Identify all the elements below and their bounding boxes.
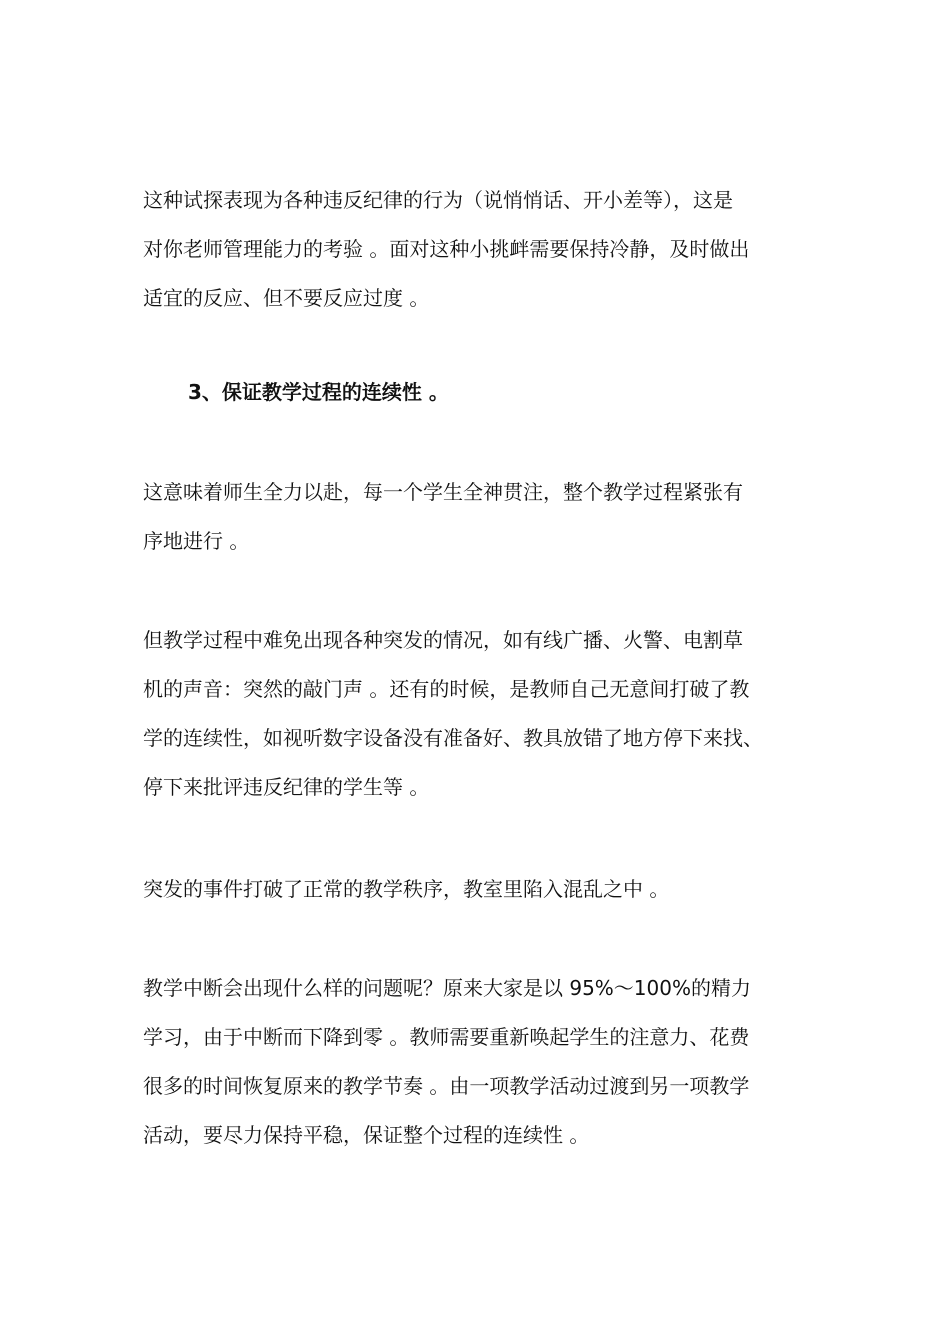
paragraph-chaos [143,865,808,914]
text-line: 学的连续性，如视听数字设备没有准备好、教具放错了地方停下来找、 [143,726,763,750]
text-line: 很多的时间恢复原来的教学节奏 。由一项教学活动过渡到另一项教学 [143,1074,750,1098]
text-line: 机的声音：突然的敲门声 。还有的时候，是教师自己无意间打破了教 [143,677,750,701]
section-heading: 3、保证教学过程的连续性 。 [188,380,449,404]
text-line: 教学中断会出现什么样的问题呢？原来大家是以 95%～100%的精力 [143,976,751,1000]
text-line: 学习，由于中断而下降到零 。教师需要重新唤起学生的注意力、花费 [143,1025,750,1049]
paragraph-interruptions [143,616,808,812]
paragraph-consequences [143,964,808,1160]
text-line: 停下来批评违反纪律的学生等 。 [143,775,430,799]
text-line: 适宜的反应、但不要反应过度 。 [143,286,430,310]
text-line: 这意味着师生全力以赴，每一个学生全神贯注，整个教学过程紧张有 [143,480,743,504]
text-line: 这种试探表现为各种违反纪律的行为（说悄悄话、开小差等），这是 [143,188,733,212]
paragraph-full-effort [143,468,808,566]
text-line: 对你老师管理能力的考验 。面对这种小挑衅需要保持冷静，及时做出 [143,237,750,261]
text-line: 突发的事件打破了正常的教学秩序，教室里陷入混乱之中 。 [143,877,670,901]
paragraph-probing-behavior [143,176,808,323]
text-line: 序地进行 。 [143,529,250,553]
text-line: 活动，要尽力保持平稳，保证整个过程的连续性 。 [143,1123,590,1147]
text-line: 但教学过程中难免出现各种突发的情况，如有线广播、火警、电割草 [143,628,743,652]
